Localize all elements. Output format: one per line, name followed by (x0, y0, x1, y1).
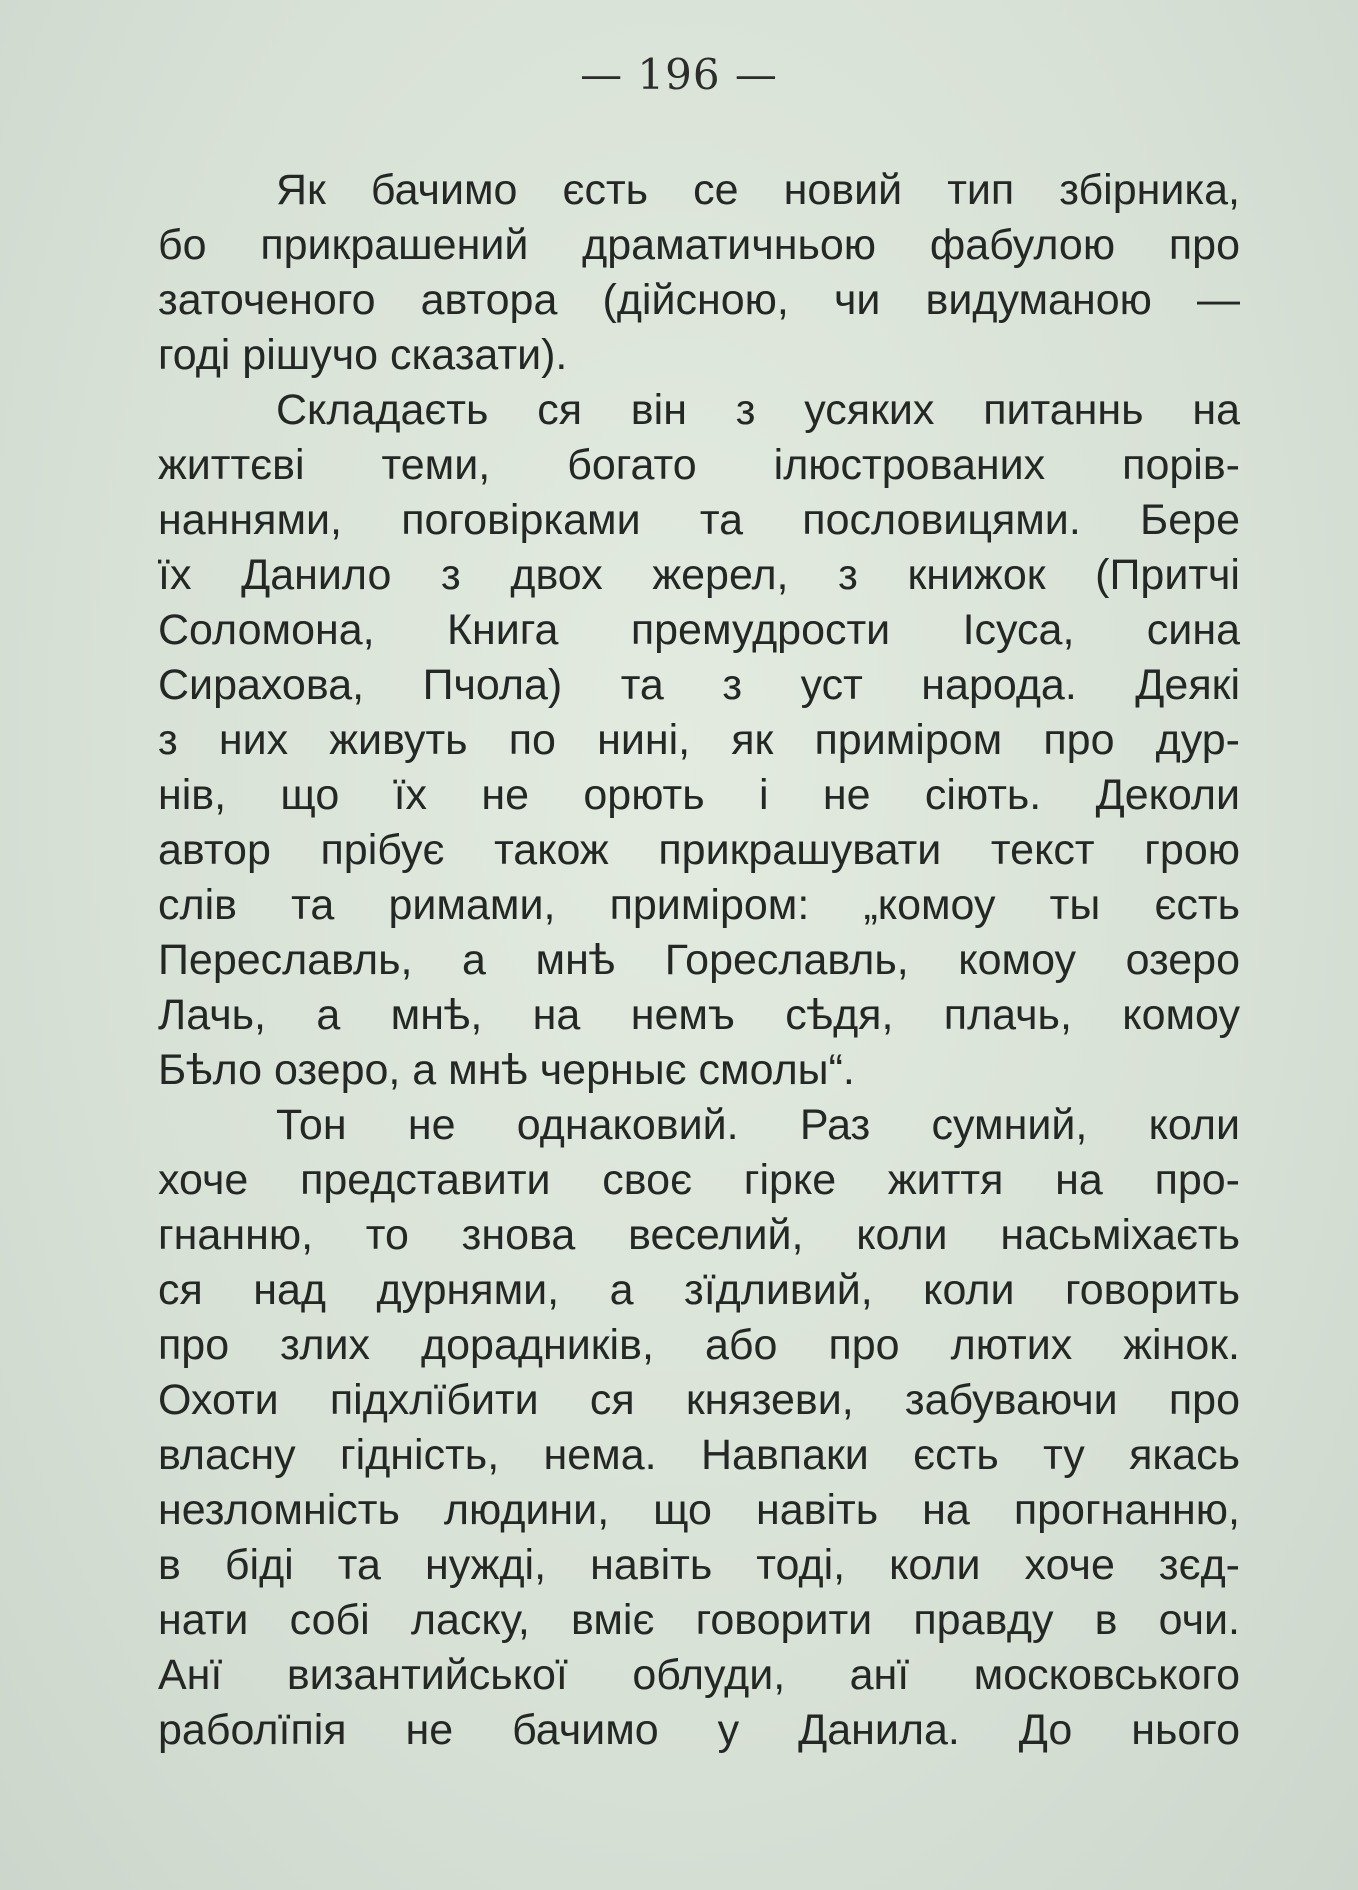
text-line: наннями, поговірками та пословицями. Бере (158, 496, 1240, 544)
body-text (158, 163, 1240, 1758)
text-line: з них живуть по нині, як приміром про дур- (158, 716, 1240, 764)
text-line: Охоти підхлїбити ся князеви, забуваючи про (158, 1376, 1240, 1424)
text-line: бо прикрашений драматичньою фабулою про (158, 221, 1240, 269)
text-line: Як бачимо єсть се новий тип збірника, (276, 166, 1240, 214)
text-line: власну гідність, нема. Навпаки єсть ту якась (158, 1431, 1240, 1479)
text-line: хоче представити своє гірке життя на про- (158, 1156, 1240, 1204)
text-line: гнанню, то знова веселий, коли насьміхаєть (158, 1211, 1240, 1259)
text-line: про злих дорадників, або про лютих жінок. (158, 1321, 1240, 1369)
text-line: Тон не однаковий. Раз сумний, коли (276, 1101, 1240, 1149)
text-line: їх Данило з двох жерел, з книжок (Притчі (158, 551, 1240, 599)
page-number: — 196 — (580, 50, 778, 99)
text-line: нати собі ласку, вміє говорити правду в очи. (158, 1596, 1240, 1644)
text-line: незломність людини, що навіть на прогнанню, (158, 1486, 1240, 1534)
text-line: Переславль, а мнѣ Гореславль, комоу озеро (158, 936, 1240, 984)
text-line: в біді та нужді, навіть тоді, коли хоче зєд- (158, 1541, 1240, 1589)
text-line: ся над дурнями, а зїдливий, коли говорить (158, 1266, 1240, 1314)
text-line: Сирахова, Пчола) та з уст народа. Деякі (158, 661, 1240, 709)
text-line: Лачь, а мнѣ, на немъ сѣдя, плачь, комоу (158, 991, 1240, 1039)
text-line: нів, що їх не орють і не сіють. Деколи (158, 771, 1240, 819)
text-line: Соломона, Книга премудрости Ісуса, сина (158, 606, 1240, 654)
text-line: раболїпія не бачимо у Данила. До нього (158, 1706, 1240, 1754)
text-line: годі рішучо сказати). (158, 331, 568, 379)
text-line: Складаєть ся він з усяких питаннь на (276, 386, 1240, 434)
text-line: Бѣло озеро, а мнѣ черныє смолы“. (158, 1046, 855, 1094)
text-line: Анї византийської облуди, анї московського (158, 1651, 1240, 1699)
text-line: автор прібує також прикрашувати текст грою (158, 826, 1240, 874)
text-line: життєві теми, богато ілюстрованих порів- (158, 441, 1240, 489)
text-line: слів та римами, приміром: „комоу ты єсть (158, 881, 1240, 929)
text-line: заточеного автора (дійсною, чи видуманою — (158, 276, 1240, 324)
